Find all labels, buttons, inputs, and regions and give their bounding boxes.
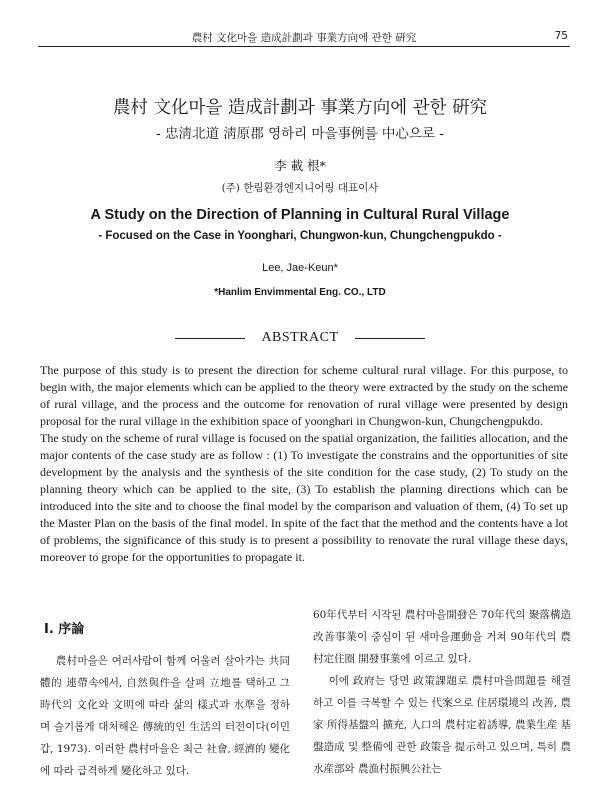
body-column-left	[40, 650, 290, 782]
running-title: 農村 文化마을 造成計劃과 事業方向에 관한 硏究	[191, 32, 417, 44]
abstract-paragraph: The study on the scheme of rural village is focused on the spatial organization, the failities allocation, and the major contents of the case study are as follow : (1) To investigate the constrains and the opportunities of site development by the analysis and the synthesis of the site condition for the case study, (2) To study on the planning theory which can be applied to the site, (3) To establish the planning directions which can be introduced into the site and to choose the final model by the comparison and valuation of them, (4) To set up the Master Plan on the basis of the final model. In spite of the fact that the method and the contents have a lot of problems, the significance of this study is to present a possibility to renovate the rural village these days, moreover to grope for the opportunities to propagate it.	[40, 431, 568, 564]
abstract-paragraph: The purpose of this study is to present the direction for scheme cultural rural village. For this purpose, to begin with, the major elements which can be applied to the theory were extracted by the study on the scheme of rural village, and the process and the outcome for renovation of rural village were presented by design proposal for the rural village in the exhibition space of yoonghari in Chungwon-kun, Chungchengpukdo.	[40, 363, 568, 428]
section-heading-introduction: Ⅰ. 序論	[44, 622, 85, 637]
body-paragraph: 이에 政府는 당면 政策課題로 農村마을問題를 해결하고 이를 극복할 수 있는 代案으로 住居環境의 改善, 農家 所得基盤의 擴充, 人口의 農村定着誘導, 農業生産 基盤造成 및 整備에 관한 政策을 提示하고 있으며, 특히 農水産部와 農漁村振興公社는	[313, 675, 571, 775]
abstract-body	[40, 362, 568, 566]
paper-title-korean: 農村 文化마을 造成計劃과 事業方向에 관한 硏究	[112, 98, 488, 118]
affiliation-english: *Hanlim Envimmental Eng. CO., LTD	[214, 287, 386, 298]
author-korean: 李 載 根*	[274, 158, 326, 173]
author-english: Lee, Jae-Keun*	[262, 262, 338, 274]
body-paragraph: 60年代부터 시작된 農村마을開發은 70年代의 聚落構造改善事業이 중심이 된 새마을運動을 거쳐 90年代의 農村定住圈 開發事業에 이르고 있다.	[313, 609, 571, 665]
page-number: 75	[554, 30, 568, 42]
paper-subtitle-korean: - 忠淸北道 淸原郡 영하리 마을事例를 中心으로 -	[156, 126, 444, 142]
abstract-heading-row	[0, 330, 600, 346]
body-paragraph: 農村마을은 여러사람이 함께 어울려 살아가는 共同體的 連帶속에서, 自然與件을 살펴 立地를 택하고 그 時代의 文化와 文明에 따라 삶의 樣式과 水準을 정하며 슬기롭게 대처해온 傳統的인 生活의 터전이다(이민갑, 1973). 이러한 農村마을은 최근 社會, 經濟的 變化에 따라 급격하게 變化하고 있다.	[40, 655, 290, 777]
abstract-rule-left	[175, 338, 245, 339]
body-column-right	[313, 604, 571, 780]
running-header	[38, 28, 570, 47]
abstract-heading: ABSTRACT	[261, 330, 339, 345]
paper-title-english: A Study on the Direction of Planning in Cultural Rural Village	[90, 207, 510, 223]
abstract-rule-right	[355, 338, 425, 339]
affiliation-korean: (주) 한림환경엔지니어링 대표이사	[221, 182, 379, 194]
paper-subtitle-english: - Focused on the Case in Yoonghari, Chungwon-kun, Chungchengpukdo -	[98, 230, 502, 242]
